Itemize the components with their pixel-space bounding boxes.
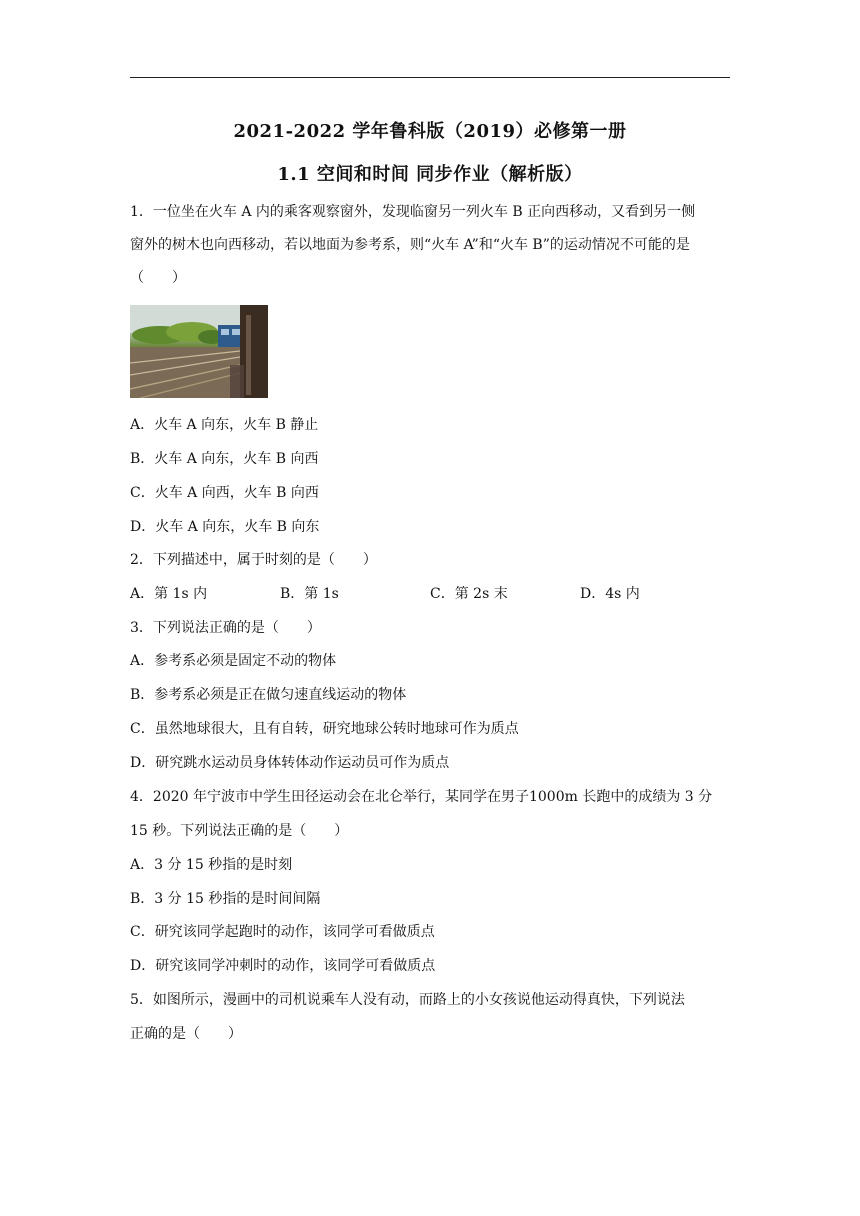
q4-option-d: D．研究该同学冲刺时的动作，该同学可看做质点 [130, 958, 436, 974]
q2-stem: 2．下列描述中，属于时刻的是（ ） [130, 552, 377, 568]
document-title: 2021-2022 学年鲁科版（2019）必修第一册 [233, 121, 627, 142]
q5-stem-line1: 5．如图所示，漫画中的司机说乘车人没有动，而路上的小女孩说他运动得真快，下列说法 [130, 992, 685, 1008]
document-subtitle: 1.1 空间和时间 同步作业（解析版） [277, 164, 583, 185]
q1-option-b: B．火车 A 向东，火车 B 向西 [130, 451, 319, 467]
q1-option-c: C．火车 A 向西，火车 B 向西 [130, 485, 319, 501]
q2-option-d: D．4s 内 [580, 586, 640, 602]
q3-option-d: D．研究跳水运动员身体转体动作运动员可作为质点 [130, 755, 450, 771]
q3-stem: 3．下列说法正确的是（ ） [130, 620, 321, 636]
q3-option-a: A．参考系必须是固定不动的物体 [130, 653, 337, 669]
q1-stem-line3: （ ） [130, 270, 186, 286]
q2-option-c: C．第 2s 末 [430, 586, 508, 602]
q4-stem-line2: 15 秒。下列说法正确的是（ ） [130, 823, 349, 839]
q4-stem-line1: 4．2020 年宁波市中学生田径运动会在北仑举行，某同学在男子1000m 长跑中的成绩为 3 分 [130, 789, 713, 805]
header-rule [130, 77, 730, 78]
q4-option-a: A．3 分 15 秒指的是时刻 [130, 857, 293, 873]
train-window-photo [130, 305, 268, 398]
q5-stem-line2: 正确的是（ ） [130, 1026, 242, 1042]
q1-option-d: D．火车 A 向东，火车 B 向东 [130, 519, 320, 535]
q1-stem-line1: 1．一位坐在火车 A 内的乘客观察窗外，发现临窗另一列火车 B 正向西移动，又看到另一侧 [130, 204, 696, 220]
q1-stem-line2: 窗外的树木也向西移动，若以地面为参考系，则“火车 A”和“火车 B”的运动情况不可能的是 [130, 237, 690, 253]
q3-option-b: B．参考系必须是正在做匀速直线运动的物体 [130, 687, 407, 703]
q4-option-b: B．3 分 15 秒指的是时间间隔 [130, 891, 321, 907]
q4-option-c: C．研究该同学起跑时的动作，该同学可看做质点 [130, 924, 435, 940]
q1-option-a: A．火车 A 向东，火车 B 静止 [130, 417, 319, 433]
q2-option-b: B．第 1s [280, 586, 339, 602]
q2-option-a: A．第 1s 内 [130, 586, 208, 602]
q3-option-c: C．虽然地球很大，且有自转，研究地球公转时地球可作为质点 [130, 721, 519, 737]
